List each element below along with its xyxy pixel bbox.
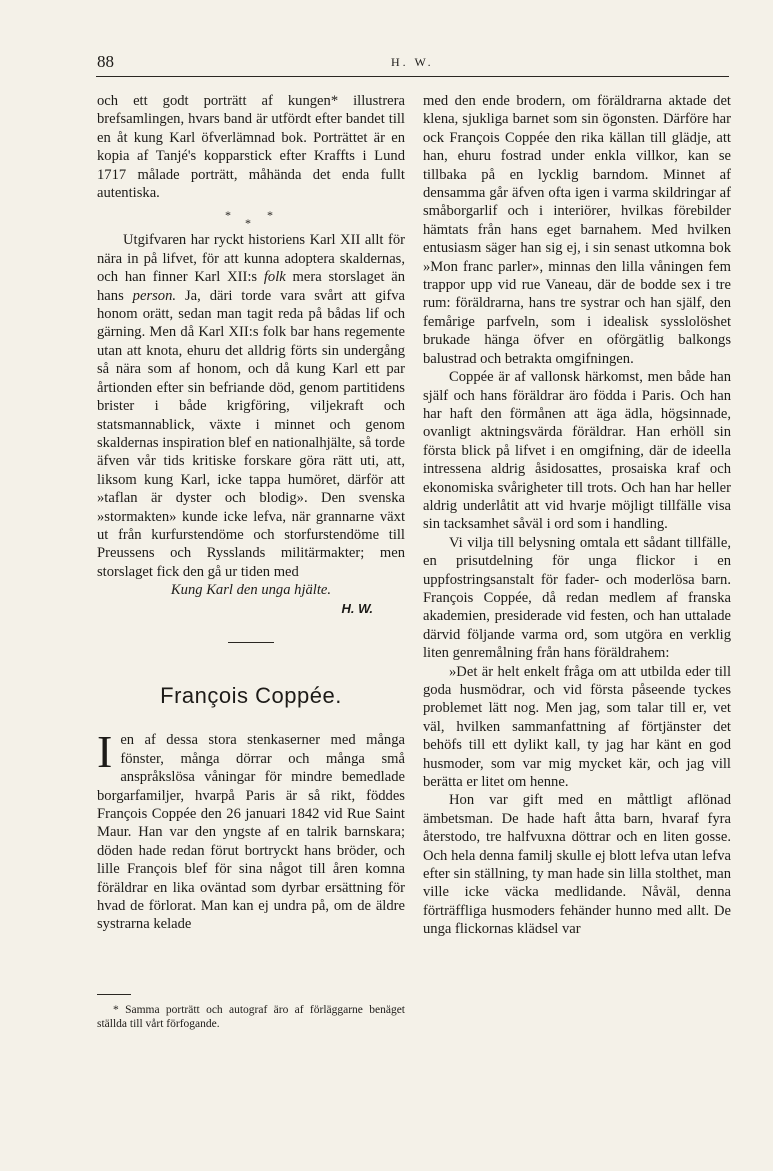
- section-divider: [228, 642, 274, 643]
- header-rule: [96, 76, 729, 77]
- running-head: H. W.: [391, 55, 434, 69]
- right-column: [423, 92, 731, 939]
- para2-text-a: Utgifvaren har ryckt historiens Karl XII allt för nära in på lifvet, för att kunna adoptera skaldernas, och han finner Karl XII:s: [97, 232, 405, 286]
- left-paragraph-1: och ett godt porträtt af kungen* illustrera brefsamlingen, hvars band är utfördt efter bandet till en åt kung Karl öfverlämnad bok. Porträttet är en kopia af Tanjé's kopparstick efter Kraffts i Lund 1717 målade porträtt, måhända det enda fullt autentiska.: [97, 93, 405, 202]
- footnote-rule: [97, 994, 131, 995]
- para2-text-c: Ja, däri torde vara svårt att gifva honom orätt, sedan man tagit reda på bådas lif och gärning. Men då Karl XII:s folk bar hans regemente utan att knota, ehuru det alldrig förts sin undergång så nära som af honom, och då kung Karl ett par årtionden efter sin befriande död, genom partitidens brister i både krigföring, viljekraft och statsmannablick, växte i minnet och genom skaldernas inspiration blef en nationalhjälte, så torde äfven vår tids kritiske forskare göra rätt uti, att, liksom kung Karl, icke tappa humöret, därför att »taflan är dyster och blodig». Den svenska »stormakten» kunde icke lefva, när grannarne växt ut från kurfurstendöme och storfurstendöme till Preussens och Rysslands militärmakter; men storslaget fick den gå ur tiden med: [97, 287, 405, 580]
- right-paragraph-4: »Det är helt enkelt fråga om att utbilda eder till goda husmödrar, och vid första påseende tyckes problemet lätt nog. Men jag, som talar till er, vet väl, hvilken sammanfattning af förtjänster det behöfs till ett dylikt kall, ty jag har känt en god husmoder, som var mig mycket kär, och jag vill berätta er litet om henne.: [423, 663, 731, 791]
- left-paragraph-2: [97, 231, 405, 581]
- footnote: * Samma porträtt och autograf äro af förläggarne benäget ställda till vårt förfogande.: [97, 1003, 405, 1031]
- right-paragraph-2: Coppée är af vallonsk härkomst, men både han själf och hans föräldrar äro födda i Paris. Och han har haft den förmånen att äga ädla, högsinnade, ovanligt aktningsvärda föräldrar. Han erhöll sin första blick på lifvet i en omgifning, där de ideella intressena aldrig åsidosattes, prosaiska kraf och ekonomiska svårigheter till trots. Och han har heller aldrig underlåtit att vid hvarje möjligt tillfälle visa sin tacksamhet såväl i ord som i handling.: [423, 369, 731, 533]
- article-title: François Coppée.: [160, 682, 342, 708]
- right-paragraph-5: Hon var gift med en måttligt aflönad ämbetsman. De hade haft åtta barn, hvaraf fyra återstodo, tre halfvuxna döttrar och en liten gosse. Och hela denna familj skulle ej blott lefva utan lefva efter sin ställning, ty man hade sin lilla stolthet, man ville icke väcka medlidande. Nåväl, denna förträffliga husmoders fehänder hunno med allt. De unga flickornas klädsel var: [423, 792, 731, 938]
- left-paragraph-3: [97, 726, 405, 933]
- para3-text: en af dessa stora stenkaserner med många fönster, många dörrar och många små anspråkslösa våningar för mindre bemedlade borgarfamiljer, hvarpå Paris är så rikt, föddes François Coppée den 26 januari 1842 vid Rue Saint Maur. Han var den yngste af en talrik barnskara; döden hade redan förut bortryckt hans bröder, och lille François blef för sina något till åren komna föräldrar en lika oväntad som dyrbar ersättning för hvad de förlorat. Man kan ej undra på, om de äldre systrarna kelade: [97, 732, 405, 933]
- page-header: [0, 48, 773, 78]
- author-signature: H. W.: [341, 600, 373, 616]
- para2-emphasis-folk: folk: [263, 269, 286, 286]
- para2-text-b: mera storslaget än hans: [97, 269, 405, 304]
- star-1: *: [225, 208, 245, 223]
- right-paragraph-3: Vi vilja till belysning omtala ett sådant tillfälle, en prisutdelning för unga flickor i en uppfostringsanstalt för fader- och moderlösa barn. François Coppée, då redan medlem af franska akademien, presiderade vid festen, och han uttalade därvid följande varma ord, som utgöra en verklig liten genremålning från hans föräldrahem:: [423, 534, 731, 662]
- page-number: 88: [97, 52, 114, 71]
- para2-emphasis-person: person.: [132, 287, 177, 304]
- star-3: *: [267, 208, 287, 223]
- star-2: *: [245, 216, 265, 231]
- drop-cap: I: [97, 726, 113, 778]
- section-stars: [97, 206, 405, 231]
- left-column: [97, 92, 405, 1032]
- right-paragraph-1: med den ende brodern, om föräldrarna aktade det klena, sjukliga barnet som sin ögonsten. Därföre har ock François Coppée den rika källan till glädje, att han, ehuru fostrad under enkla villkor, kan se tillbaka på en lycklig barndom. Minnet af densamma går äfven ofta igen i varma skildringar af småborgarlif och i interiörer, hvilkas förebilder hämtats från hans eget barnahem. Med hvilken entusiasm säger han sig ej, i sin senast utkomna bok »Mon franc parler», minnas den lilla våningen fem trappor upp vid rue Vaneau, där de bodde sex i tre rum: föräldrarna, hans tre systrar och han själf, den femårige parfveln, som i idealisk sysslolöshet brukade hänga öfver en oförgätlig balkongs balustrad och betrakta omgifningen.: [423, 93, 731, 367]
- quoted-title-line: Kung Karl den unga hjälte.: [170, 582, 332, 599]
